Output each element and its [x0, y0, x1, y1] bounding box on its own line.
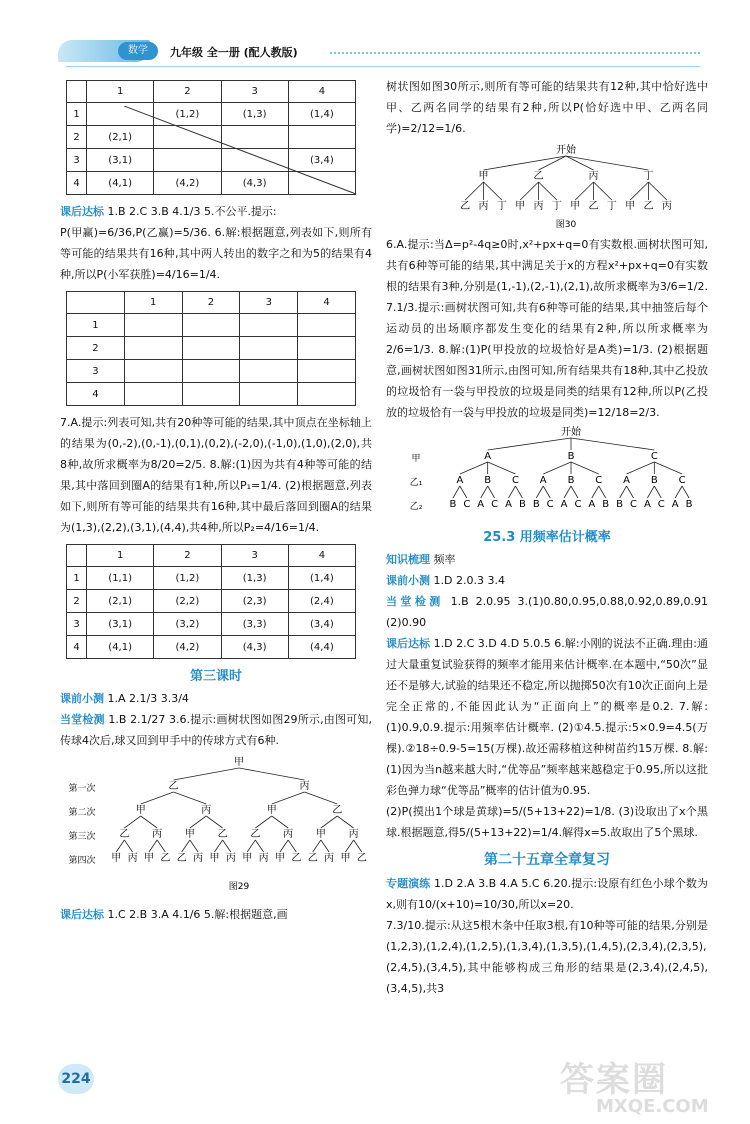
tree-node: 乙 — [119, 829, 130, 840]
tree-edge — [280, 840, 288, 852]
tree-level-label: 甲 — [411, 454, 421, 464]
tree-edge — [620, 486, 627, 498]
tree-edge — [647, 486, 654, 498]
answer-line-r3: 频率 — [433, 553, 456, 566]
answer-block-3: 7.A.提示:列表可知,共有20种等可能的结果,其中顶点在坐标轴上的结果为(0,-2),(0,-1),(0,1),(0,2),(-2,0),(-1,0),(1,0),(2,0),共8种,故所求概率为8/20=2/5. 8.解:(1)因为共有4种等可能的结果,其中落回到圈A的结果有1种,所以P₁=1/4. (2)根据题意,列表如下,则所有等可能的结果共有16种,其中最后落回到圈A的结果为(1,3),(2,2),(3,1),(4,4),共4种,所以P₂=4/16=1/4. — [60, 416, 372, 534]
tree-node: 丙 — [324, 853, 335, 864]
tree-edge — [141, 792, 174, 804]
subject-tag: 数学 — [118, 42, 158, 60]
tree-edge — [675, 486, 682, 498]
tree-node: A — [623, 475, 630, 486]
tree-edge — [321, 816, 337, 828]
table-cell: 3 — [67, 613, 87, 636]
table-cell — [240, 314, 298, 337]
answer-block-r7: (2)P(摸出1个球是黄球)=5/(5+13+22)=1/8. (3)设取出了x个黑球.根据题意,得5/(5+13+22)=1/4.解得x=5.故取出了5个黑球. — [386, 805, 708, 839]
tree-edge — [627, 486, 634, 498]
table-1-diagonal — [124, 106, 358, 196]
table-cell: (2,1) — [87, 590, 154, 613]
tree-edge — [654, 462, 682, 474]
tree-node: A — [560, 499, 568, 510]
tree-node: C — [491, 499, 499, 510]
label-homework-r: 课后达标 — [386, 637, 431, 650]
tree-edge — [124, 816, 140, 828]
tree-edge — [599, 486, 606, 498]
table-cell: 1 — [87, 545, 154, 567]
tree-node: 甲 — [234, 757, 244, 768]
tree-edge — [682, 486, 689, 498]
chapter-review-title: 第二十五章全章复习 — [484, 852, 610, 868]
table-row — [67, 383, 356, 406]
tree-node: 乙 — [332, 805, 343, 816]
tree-edge — [627, 462, 655, 474]
table-cell: 4 — [288, 81, 355, 103]
tree-level-label: 乙₂ — [409, 502, 423, 512]
tree-node: 乙 — [533, 171, 544, 182]
tree-node: 甲 — [266, 805, 277, 816]
tree-edge — [272, 816, 288, 828]
tree-node: 丙 — [225, 853, 236, 864]
table-row — [67, 590, 356, 613]
tree-node: A — [643, 499, 651, 510]
tree-node: 乙 — [217, 829, 228, 840]
table-cell — [124, 383, 182, 406]
table-cell — [182, 337, 240, 360]
tree-node: B — [484, 475, 492, 486]
tree-node: 丙 — [533, 201, 544, 212]
table-cell: (1,4) — [288, 103, 355, 126]
tree-edge — [321, 840, 329, 852]
table-cell — [67, 81, 87, 103]
tree-level-label: 第三次 — [68, 832, 96, 842]
tree-edge — [488, 462, 516, 474]
table-cell: 1 — [124, 292, 182, 314]
answer-block-1 — [60, 201, 372, 222]
tree-edge — [488, 486, 495, 498]
table-cell: (4,2) — [154, 636, 221, 659]
label-inclass: 当堂检测 — [60, 713, 105, 726]
tree-node: B — [532, 499, 540, 510]
table-cell: 2 — [154, 81, 221, 103]
tree-node: 丙 — [258, 853, 269, 864]
section-title-25-3: 25.3 用频率估计概率 — [483, 530, 611, 545]
table-cell: 4 — [67, 383, 125, 406]
tree-edge — [536, 486, 543, 498]
table-cell: (1,1) — [87, 567, 154, 590]
table-cell: (4,3) — [221, 636, 288, 659]
table-row — [67, 613, 356, 636]
watermark-logo: 答案圈 — [560, 1060, 668, 1100]
tree-diagram-31 — [386, 423, 708, 519]
answer-line-1: 1.B 2.C 3.B 4.1/3 5.不公平.提示: — [107, 205, 277, 218]
tree-node: 丙 — [127, 853, 138, 864]
tree-node: 乙 — [291, 853, 302, 864]
table-cell: 4 — [288, 545, 355, 567]
table-cell: (1,3) — [221, 567, 288, 590]
answer-block-5 — [60, 709, 372, 751]
tree-edge — [313, 840, 321, 852]
tree-node: 乙 — [160, 853, 171, 864]
table-cell: 2 — [67, 337, 125, 360]
tree-edge — [182, 840, 190, 852]
answer-block-r9: 7.3/10.提示:从这5根木条中任取3根,有10种等可能的结果,分别是(1,2,3),(1,2,4),(1,2,5),(1,3,4),(1,3,5),(1,4,5),(2,3,4),(2,3,5),(2,4,5),(3,4,5),其中能够构成三角形的结果是(2,3,4),(2,4,5),(3,4,5),共3 — [386, 919, 708, 995]
tree-edge — [214, 840, 222, 852]
tree-node: 乙 — [588, 201, 599, 212]
tree-diagram-30 — [386, 139, 708, 231]
tree-node: B — [567, 475, 575, 486]
table-cell: 3 — [221, 81, 288, 103]
tree-edge — [174, 792, 207, 804]
tree-node: 甲 — [184, 829, 195, 840]
answer-line-r4: 1.D 2.0.3 3.4 — [433, 574, 505, 587]
tree-edge — [488, 438, 571, 450]
table-cell: (4,4) — [288, 636, 355, 659]
tree-node: 甲 — [478, 171, 489, 182]
tree-edge — [509, 486, 516, 498]
tree-edge — [288, 840, 296, 852]
tree-edge — [305, 792, 338, 804]
table-cell: (2,3) — [221, 590, 288, 613]
answer-block-2: P(甲赢)=6/36,P(乙赢)=5/36. 6.解:根据题意,列表如下,则所有等可能的结果共有16种,其中两人转出的数字之和为5的结果有4种,所以P(小军获胜)=4/16=1/4. — [60, 226, 372, 281]
tree-edge — [239, 768, 305, 780]
table-cell: 2 — [182, 292, 240, 314]
tree-edge — [116, 840, 124, 852]
table-cell: (1,4) — [288, 567, 355, 590]
tree-edge — [255, 816, 271, 828]
tree-node: 丁 — [496, 201, 507, 212]
table-cell — [298, 383, 356, 406]
tree-edge — [190, 840, 198, 852]
table-cell — [240, 337, 298, 360]
tree-node: 甲 — [340, 853, 351, 864]
table-cell — [124, 360, 182, 383]
table-row — [67, 81, 356, 103]
tree-node: 甲 — [625, 201, 636, 212]
label-inclass-r: 当堂检测 — [386, 595, 444, 608]
table-cell: (1,2) — [154, 103, 221, 126]
answer-line-5: 1.B 2.1/27 3.6.提示:画树状图如图29所示,由图可知,传球4次后,球又回到甲手中的传球方式有6种. — [60, 713, 373, 747]
tree-edge — [453, 486, 460, 498]
header-dotted-line — [330, 52, 700, 54]
table-cell — [124, 314, 182, 337]
tree-node: 乙 — [460, 201, 471, 212]
tree-node: 丙 — [348, 829, 359, 840]
answer-block-r5 — [386, 591, 708, 633]
table-cell — [67, 292, 125, 314]
table-cell: (3,2) — [154, 613, 221, 636]
table-3 — [66, 544, 356, 659]
book-title: 九年级 全一册 (配人教版) — [170, 46, 298, 59]
answer-block-r3 — [386, 549, 708, 570]
tree-node: 乙 — [643, 201, 654, 212]
table-cell: 1 — [87, 81, 154, 103]
tree-edge — [566, 156, 649, 170]
table-cell: (3,1) — [87, 613, 154, 636]
table-row — [67, 545, 356, 567]
tree-edge — [543, 486, 550, 498]
table-cell — [67, 545, 87, 567]
answer-line-r6: 1.D 2.C 3.D 4.D 5.0.5 6.解:小刚的说法不正确.理由:通过大量重复试验获得的频率才能用来估计概率.在本题中,“50次”显还不是够大,试验的结果还不稳定,所以抛掷50次有10次正面向上是完全正常的,不能因此认为“正面向上”的概率是0.2. 7.解:(1)0.9,0.9.提示:用频率估计概率. (2)①4.5.提示:5×0.9=4.5(万棵).②18÷0.9-5=15(万棵).故还需移植这种树苗约15万棵. 8.解:(1)因为当n越来越大时,“优等品”频率越来越稳定于0.95,所以这批彩色弹力球“优等品”概率的估计值为0.95. — [386, 637, 709, 797]
tree-edge — [247, 840, 255, 852]
tree-edge — [465, 182, 483, 200]
table-cell: (3,4) — [288, 149, 355, 172]
answer-block-r2: 6.A.提示:当Δ=p²-4q≥0时,x²+px+q=0有实数根.画树状图可知,共有6种等可能的结果,其中满足关于x的方程x²+px+q=0有实数根的结果有3种,分别是(1,-1),(2,-1),(2,1),故所求概率为3/6=1/2. 7.1/3.提示:画树状图可知,共有6种等可能的结果,其中抽签后每个运动员的出场顺序都发生变化的结果有2种,所以所求概率为2/6=1/3. 8.解:(1)P(甲投放的垃圾恰好是A类)=1/3. (2)根据题意,画树状图如图31所示,由图可知,所有结果共有18种,其中乙投放的垃圾恰有一袋与甲投放的垃圾是同类的结果有12种,所以P(乙投放的垃圾恰有一袋与甲投放的垃圾是同类)=12/18=2/3. — [386, 238, 708, 419]
answer-block-4 — [60, 688, 372, 709]
label-preclass: 课前小测 — [60, 692, 104, 705]
table-cell: (2,2) — [154, 590, 221, 613]
page-number: 224 — [58, 1064, 94, 1094]
tree-node: 乙 — [356, 853, 367, 864]
table-cell: (2,1) — [87, 126, 154, 149]
tree-edge — [481, 486, 488, 498]
tree-node: 开始 — [556, 145, 576, 156]
tree-node: 丙 — [152, 829, 163, 840]
tree-edge — [571, 438, 654, 450]
table-cell: 1 — [67, 314, 125, 337]
tree-edge — [272, 792, 305, 804]
tree-node: 丙 — [661, 201, 672, 212]
tree-node: 乙 — [168, 781, 179, 792]
label-preclass-r: 课前小测 — [386, 574, 430, 587]
tree-node: C — [511, 475, 519, 486]
tree-node: 丁 — [606, 201, 617, 212]
tree-edge — [520, 182, 538, 200]
table-cell — [124, 337, 182, 360]
tree-edge — [571, 486, 578, 498]
tree-level-label: 乙₁ — [409, 478, 423, 488]
tree-edge — [255, 840, 263, 852]
tree-edge — [592, 486, 599, 498]
answer-block-r4 — [386, 570, 708, 591]
tree-node: 丙 — [299, 781, 310, 792]
tree-node: B — [518, 499, 526, 510]
table-cell: 3 — [67, 360, 125, 383]
table-cell: (2,4) — [288, 590, 355, 613]
tree-node: 甲 — [111, 853, 122, 864]
answer-block-r1: 树状图如图30所示,则所有等可能的结果共有12种,其中恰好选中甲、乙两名同学的结果有2种,所以P(恰好选中甲、乙两名同学)=2/12=1/6. — [386, 80, 708, 135]
section-title-lesson3: 第三课时 — [189, 669, 242, 684]
tree-node: C — [546, 499, 554, 510]
tree-node: 乙 — [250, 829, 261, 840]
tree-node: A — [456, 475, 464, 486]
tree-node: B — [650, 475, 658, 486]
table-cell: 3 — [67, 149, 87, 172]
watermark-url: MXQE.COM — [596, 1096, 709, 1117]
answer-line-6: 1.C 2.B 3.A 4.1/6 5.解:根据题意,画 — [107, 908, 288, 921]
tree-edge — [649, 182, 667, 200]
tree-node: A — [588, 499, 596, 510]
tree-node: 丙 — [201, 805, 212, 816]
tree-node: B — [449, 499, 457, 510]
table-cell: 2 — [67, 590, 87, 613]
table-cell: (4,1) — [87, 636, 154, 659]
tree-node: 丙 — [588, 171, 599, 182]
tree-edge — [124, 840, 132, 852]
table-cell: 1 — [67, 567, 87, 590]
table-cell: (1,3) — [221, 103, 288, 126]
tree-edge — [594, 182, 612, 200]
tree-edge — [206, 816, 222, 828]
tree-edge — [174, 768, 240, 780]
tree-edge — [223, 840, 231, 852]
tree-edge — [484, 182, 502, 200]
header-rule — [66, 66, 700, 67]
tree-node: C — [657, 499, 665, 510]
table-row — [67, 360, 356, 383]
tree-node: 甲 — [315, 829, 326, 840]
tree-edge — [460, 462, 488, 474]
table-cell: 4 — [67, 636, 87, 659]
answer-line-r5: 1.B 2.0.95 3.(1)0.80,0.95,0.88,0.92,0.89,0.91 (2)0.90 — [386, 595, 708, 629]
table-cell: (3,4) — [288, 613, 355, 636]
tree-node: 丙 — [283, 829, 294, 840]
tree-node: C — [574, 499, 582, 510]
table-2 — [66, 291, 356, 406]
tree-edge — [539, 182, 557, 200]
label-summary: 知识梳理 — [386, 553, 430, 566]
table-cell: 2 — [67, 126, 87, 149]
figure-caption: 图29 — [228, 882, 250, 892]
tree-node: 甲 — [515, 201, 526, 212]
table-cell — [240, 383, 298, 406]
tree-node: 丁 — [643, 171, 654, 182]
table-cell — [298, 337, 356, 360]
answer-line-r8: 1.D 2.A 3.B 4.A 5.C 6.20.提示:设原有红色小球个数为x,则有10/(x+10)=10/30,所以x=20. — [386, 877, 709, 911]
table-row — [67, 337, 356, 360]
table-cell: 3 — [221, 545, 288, 567]
tree-node: 丁 — [551, 201, 562, 212]
table-row — [67, 636, 356, 659]
table-cell: (4,1) — [87, 172, 154, 195]
table-cell — [240, 360, 298, 383]
tree-node: A — [477, 499, 485, 510]
table-cell: 2 — [154, 545, 221, 567]
tree-node: A — [484, 451, 492, 462]
table-cell: (3,3) — [221, 613, 288, 636]
label-practice: 专题演练 — [386, 877, 431, 890]
tree-edge — [337, 816, 353, 828]
right-column — [386, 76, 708, 999]
tree-level-label: 第一次 — [68, 784, 96, 794]
tree-node: A — [671, 499, 679, 510]
tree-node: 开始 — [561, 427, 581, 438]
tree-node: C — [463, 499, 471, 510]
tree-node: B — [685, 499, 693, 510]
table-cell: 4 — [298, 292, 356, 314]
tree-node: B — [567, 451, 575, 462]
table-cell: (1,2) — [154, 567, 221, 590]
answer-block-r6 — [386, 633, 708, 801]
tree-edge — [630, 182, 648, 200]
table-cell: (4,2) — [154, 172, 221, 195]
tree-node: A — [505, 499, 512, 510]
answer-block-r8 — [386, 873, 708, 915]
tree-edge — [460, 486, 467, 498]
tree-node: B — [616, 499, 624, 510]
table-cell — [182, 360, 240, 383]
tree-node: B — [602, 499, 610, 510]
tree-node: C — [630, 499, 637, 510]
table-cell — [182, 314, 240, 337]
table-cell — [182, 383, 240, 406]
tree-diagram-29 — [60, 751, 372, 901]
label-homework: 课后达标 — [60, 205, 104, 218]
tree-edge — [141, 816, 157, 828]
table-cell: 4 — [67, 172, 87, 195]
tree-node: 丙 — [478, 201, 489, 212]
table-cell: 1 — [67, 103, 87, 126]
tree-edge — [575, 182, 593, 200]
tree-node: 甲 — [209, 853, 220, 864]
tree-level-label: 第四次 — [68, 856, 96, 866]
tree-node: A — [539, 475, 547, 486]
tree-node: 乙 — [176, 853, 187, 864]
tree-edge — [149, 840, 157, 852]
table-cell: (3,1) — [87, 149, 154, 172]
tree-edge — [190, 816, 206, 828]
tree-node: C — [650, 451, 658, 462]
answer-block-6 — [60, 904, 372, 925]
tree-edge — [345, 840, 353, 852]
tree-node: 甲 — [242, 853, 253, 864]
tree-edge — [564, 486, 571, 498]
tree-node: 甲 — [135, 805, 146, 816]
tree-node: 甲 — [570, 201, 581, 212]
tree-node: 甲 — [143, 853, 154, 864]
figure-caption: 图30 — [555, 220, 577, 230]
table-row — [67, 567, 356, 590]
tree-edge — [354, 840, 362, 852]
tree-edge — [484, 156, 567, 170]
table-cell — [298, 360, 356, 383]
tree-node: 丙 — [193, 853, 204, 864]
table-cell: 3 — [240, 292, 298, 314]
tree-node: C — [595, 475, 603, 486]
table-row — [67, 292, 356, 314]
tree-node: 甲 — [274, 853, 285, 864]
tree-edge — [654, 486, 661, 498]
left-column — [60, 76, 372, 925]
tree-edge — [157, 840, 165, 852]
label-homework-2: 课后达标 — [60, 908, 104, 921]
tree-edge — [515, 486, 522, 498]
table-row — [67, 314, 356, 337]
table-cell — [298, 314, 356, 337]
table-cell: (4,3) — [221, 172, 288, 195]
tree-edge — [571, 462, 599, 474]
tree-level-label: 第二次 — [68, 808, 96, 818]
answer-line-4: 1.A 2.1/3 3.3/4 — [107, 692, 189, 705]
tree-node: 乙 — [307, 853, 318, 864]
tree-node: C — [678, 475, 686, 486]
tree-edge — [543, 462, 571, 474]
